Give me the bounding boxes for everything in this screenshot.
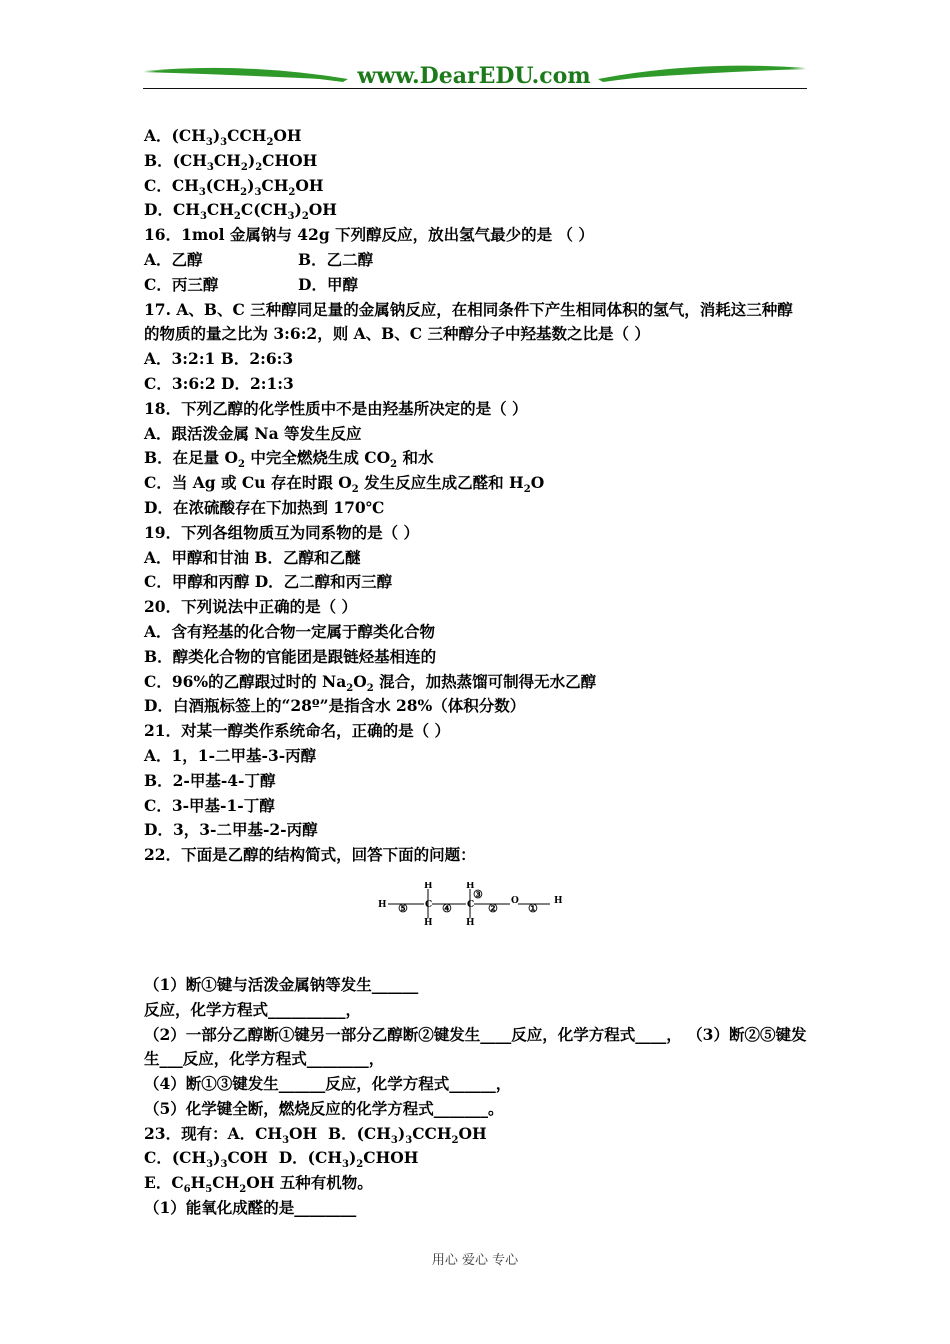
page-footer: 用心 爱心 专心 (431, 1253, 519, 1268)
question-16: 16．1mol 金属钠与 42g 下列醇反应，放出氢气最少的是 （ ） (144, 225, 594, 245)
atom-c1: C (425, 899, 433, 910)
atom-h-left: H (378, 899, 387, 910)
q22-part-2-3: （2）一部分乙醇断①键另一部分乙醇断②键发生____反应，化学方程式____， （3）断②⑤键发生___反应，化学方程式________， (144, 1024, 807, 1069)
q17-options-ab: A．3:2:1 B．2:6:3 (144, 349, 294, 369)
atom-h-c2-bottom: H (466, 917, 475, 926)
q16-option-c: C．丙三醇 (144, 274, 219, 294)
question-19: 19．下列各组物质互为同系物的是（ ） (144, 522, 419, 542)
atom-o: O (511, 895, 519, 906)
option-d: D．$CH_3CH_2C(CH_3)_2OH$ (144, 200, 337, 223)
bond-label-1: ① (528, 901, 538, 915)
header-rule (143, 88, 807, 89)
q22-part-1-cont: 反应，化学方程式__________， (144, 999, 362, 1019)
q16-option-a: A．乙醇 (144, 249, 203, 269)
option-b: B．$(CH_3CH_2)_2CHOH$ (144, 150, 318, 173)
question-17: 17. A、B、C 三种醇同足量的金属钠反应，在相同条件下产生相同体积的氢气，消耗这三种醇的物质的量之比为 3:6:2，则 A、B、C 三种醇分子中羟基数之比是（ ） (144, 299, 793, 344)
atom-h-c2-top: H (466, 881, 475, 891)
q16-option-b: B．乙二醇 (298, 249, 374, 269)
q19-options-ab: A．甲醇和甘油 B．乙醇和乙醚 (144, 547, 361, 567)
bond-label-5: ⑤ (398, 901, 408, 915)
q20-option-a: A．含有羟基的化合物一定属于醇类化合物 (144, 621, 436, 641)
site-logo[interactable]: www.DearEDU.com (357, 63, 591, 89)
q23-option-e: E．$C_6H_5CH_2OH$ 五种有机物。 (144, 1173, 373, 1196)
q21-option-a: A．1，1-二甲基-3-丙醇 (144, 745, 317, 765)
q23-part-1: （1）能氧化成醛的是________ (144, 1198, 357, 1218)
document-body (144, 124, 808, 1221)
question-20: 20．下列说法中正确的是（ ） (144, 597, 357, 617)
q23-options-cd: C．$(CH_3)_3COH$ D．$(CH_3)_2CHOH$ (144, 1148, 419, 1171)
q20-option-b: B．醇类化合物的官能团是跟链烃基相连的 (144, 646, 437, 666)
q18-option-a: A．跟活泼金属 Na 等发生反应 (144, 423, 362, 443)
q19-options-cd: C．甲醇和丙醇 D．乙二醇和丙三醇 (144, 572, 393, 592)
q20-option-c: C．96%的乙醇跟过时的 $Na_2O_2$ 混合，加热蒸馏可制得无水乙醇 (144, 671, 597, 694)
q22-part-5: （5）化学键全断，燃烧反应的化学方程式_______。 (144, 1098, 504, 1118)
bond-label-4: ④ (442, 901, 452, 915)
atom-h-c1-bottom: H (424, 917, 433, 926)
q18-option-c: C．当 Ag 或 Cu 存在时跟 $O_2$ 发生反应生成乙醛和 $H_2O$ (144, 473, 545, 496)
q21-option-b: B．2-甲基-4-丁醇 (144, 770, 276, 790)
q18-option-d: D．在浓硫酸存在下加热到 170℃ (144, 497, 385, 517)
bond-label-3: ③ (473, 887, 483, 901)
q16-option-d: D．甲醇 (298, 274, 358, 294)
atom-c2: C (467, 899, 475, 910)
q21-option-d: D．3，3-二甲基-2-丙醇 (144, 820, 318, 840)
q20-option-d: D．白酒瓶标签上的“28º”是指含水 28%（体积分数） (144, 696, 526, 716)
atom-h-c1-top: H (424, 881, 433, 891)
q22-part-4: （4）断①③键发生______反应，化学方程式______， (144, 1074, 512, 1094)
q21-option-c: C．3-甲基-1-丁醇 (144, 795, 275, 815)
ethanol-structure-diagram (144, 868, 808, 973)
q17-options-cd: C．3:6:2 D．2:1:3 (144, 373, 294, 393)
atom-h-hydroxyl: H (554, 895, 563, 906)
question-18: 18．下列乙醇的化学性质中不是由羟基所决定的是（ ） (144, 398, 528, 418)
q16-options-cd (144, 273, 808, 298)
option-a: A．$(CH_3)_3CCH_2OH$ (144, 126, 302, 149)
q22-part-1: （1）断①键与活泼金属钠等发生______ (144, 974, 419, 994)
q16-options-ab (144, 248, 808, 273)
bond-label-2: ② (488, 901, 498, 915)
question-23: 23．现有：A．$CH_3OH$ B．$(CH_3)_3CCH_2OH$ (144, 1123, 487, 1146)
q18-option-b: B．在足量 $O_2$ 中完全燃烧生成 $CO_2$ 和水 (144, 448, 434, 471)
question-22: 22．下面是乙醇的结构简式，回答下面的问题： (144, 845, 476, 865)
option-c: C．$CH_3(CH_2)_3CH_2OH$ (144, 175, 324, 198)
question-21: 21．对某一醇类作系统命名，正确的是（ ） (144, 721, 450, 741)
